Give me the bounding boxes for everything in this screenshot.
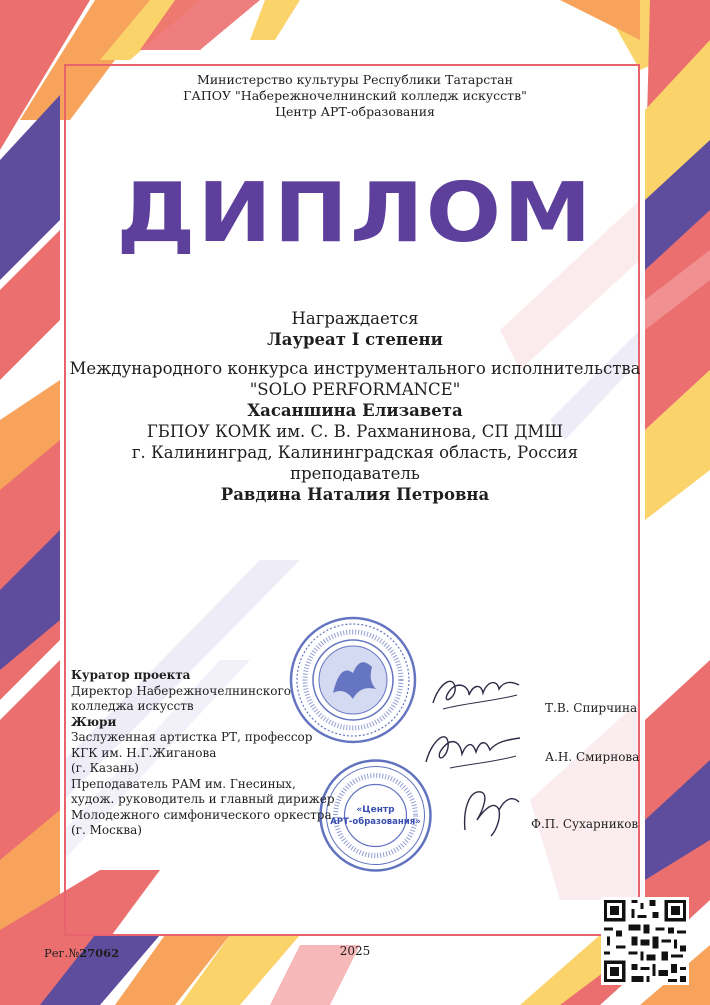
qr-code[interactable] — [601, 897, 689, 985]
curator-signature — [425, 665, 525, 715]
jury-member1-line3: (г. Казань) — [71, 761, 139, 775]
award-block — [60, 308, 650, 505]
issue-year: 2025 — [339, 944, 371, 958]
curator-position-line2: колледжа искусств — [71, 699, 194, 713]
stamp-center-line1: «Центр — [356, 805, 395, 815]
jury-member1-line2: КГК им. Н.Г.Жиганова — [71, 745, 217, 760]
award-intro: Награждается — [291, 309, 419, 328]
stamp-center-line2: АРТ-образования» — [330, 817, 421, 827]
jury-member1-signature — [420, 722, 530, 777]
jury-member2-line3: Молодежного симфонического оркестра — [71, 807, 332, 822]
recipient-location: г. Калининград, Калининградская область, Россия — [131, 443, 579, 462]
jury-label: Жюри — [71, 714, 117, 729]
center-line: Центр АРТ-образования — [275, 104, 435, 119]
recipient-institution: ГБПОУ КОМК им. С. В. Рахманинова, СП ДМШ — [146, 422, 564, 441]
recipient-name: Хасаншина Елизавета — [247, 401, 463, 420]
jury-member2-signature — [455, 780, 525, 840]
jury-member2-line2: худож. руководитель и главный дирижер — [71, 792, 335, 806]
jury-member2-line4: (г. Москва) — [71, 823, 142, 837]
jury-member2-line1: Преподаватель РАМ им. Гнесиных, — [71, 776, 296, 791]
award-rank: Лауреат I степени — [267, 330, 443, 349]
diploma-title: ДИПЛОМ — [116, 166, 594, 261]
contest-name-line1: Международного конкурса инструментального исполнительства — [69, 359, 641, 378]
college-line: ГАПОУ "Набережночелнинский колледж искусств" — [183, 88, 527, 103]
jury-member2-name: Ф.П. Сухарников — [531, 817, 639, 831]
jury-member1-line1: Заслуженная артистка РТ, профессор — [71, 730, 313, 744]
contest-name-line2: "SOLO PERFORMANCE" — [249, 380, 461, 399]
issuer-header — [0, 72, 710, 120]
curator-label: Куратор проекта — [71, 668, 191, 682]
teacher-role: преподаватель — [290, 464, 420, 483]
ministry-line: Министерство культуры Республики Татарстан — [197, 72, 513, 87]
jury-member1-name: А.Н. Смирнова — [545, 750, 640, 764]
reg-prefix: Рег.№ — [44, 946, 80, 960]
teacher-name: Равдина Наталия Петровна — [220, 485, 490, 504]
signatories-block — [71, 668, 341, 839]
reg-number: 27062 — [79, 946, 120, 960]
curator-name: Т.В. Спирчина — [545, 701, 638, 715]
curator-position-line1: Директор Набережночелнинского — [71, 683, 291, 698]
